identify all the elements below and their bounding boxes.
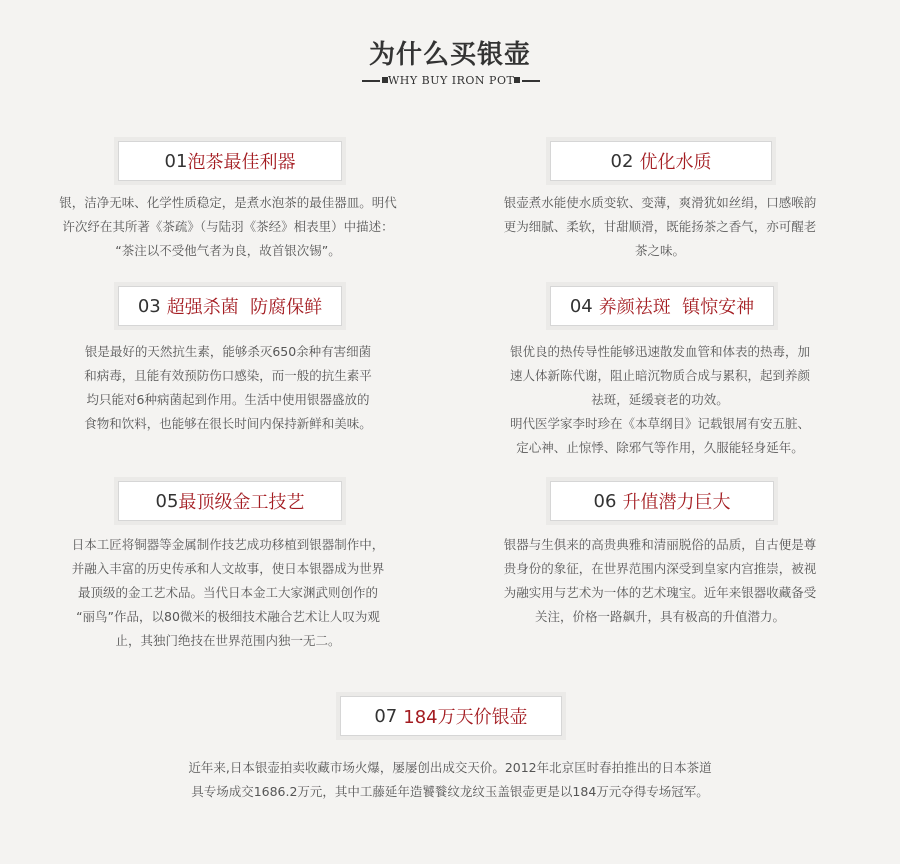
section-body (120, 756, 780, 804)
section-number: 07 (374, 705, 398, 727)
page-title: 为什么买银壶 (368, 40, 531, 70)
section-body (478, 340, 842, 460)
section-heading: 优化水质 (639, 152, 712, 173)
divider-line (362, 80, 380, 82)
section-body (478, 191, 842, 263)
body-line: 和病毒，且能有效预防伤口感染，而一般的抗生素平 (84, 368, 372, 383)
section-number: 04 (569, 295, 593, 317)
body-line: 祛斑，延缓衰老的功效。 (591, 392, 729, 407)
section-number: 05 (155, 490, 179, 512)
section-heading: 泡茶最佳利器 (187, 152, 296, 173)
section-number: 03 (137, 295, 161, 317)
body-line: 贵身份的象征，在世界范围内深受到皇家内宫推崇，被视 (503, 561, 817, 576)
body-line: 银壶煮水能使水质变软、变薄，爽滑犹如丝绢，口感喉韵 (503, 195, 817, 210)
divider-square (514, 77, 520, 83)
body-line: 止，其独门绝技在世界范围内独一无二。 (115, 633, 341, 648)
body-line: 银优良的热传导性能够迅速散发血管和体表的热毒，加 (509, 344, 810, 359)
section-heading-box (118, 481, 342, 521)
section-body (478, 533, 842, 629)
body-line: 定心神、止惊悸、除邪气等作用，久服能轻身延年。 (516, 440, 804, 455)
body-line: 许次纾在其所著《茶疏》（与陆羽《茶经》相表里）中描述： (62, 219, 394, 234)
section-number: 06 (593, 490, 617, 512)
section-body (46, 191, 410, 263)
section-heading: 升值潜力巨大 (622, 492, 731, 513)
section-body (46, 340, 410, 436)
body-line: 更为细腻、柔软，甘甜顺滑，既能扬茶之香气，亦可醒老 (503, 219, 817, 234)
section-heading-box (550, 286, 774, 326)
body-line: 日本工匠将铜器等金属制作技艺成功移植到银器制作中， (71, 537, 385, 552)
section-heading: 最顶级金工技艺 (178, 492, 305, 513)
body-line: 最顶级的金工艺术品。当代日本金工大家渊武则创作的 (77, 585, 378, 600)
section-heading: 养颜祛斑 镇惊安神 (598, 297, 755, 318)
section-heading: 184万天价银壶 (403, 707, 528, 728)
section-number: 02 (610, 150, 634, 172)
body-line: 并融入丰富的历史传承和人文故事，使日本银器成为世界 (71, 561, 385, 576)
body-line: 近年来,日本银壶拍卖收藏市场火爆，屡屡创出成交天价。2012年北京匡时春拍推出的日本茶道 (188, 760, 712, 775)
body-line: 为融实用与艺术为一体的艺术瑰宝。近年来银器收藏备受 (503, 585, 817, 600)
body-line: 银器与生俱来的高贵典雅和清丽脱俗的品质，自古便是尊 (503, 537, 817, 552)
body-line: 茶之味。 (634, 243, 685, 258)
section-heading-box (118, 141, 342, 181)
body-line: 均只能对6种病菌起到作用。生活中使用银器盛放的 (86, 392, 370, 407)
divider-line (522, 80, 540, 82)
body-line: 银是最好的天然抗生素，能够杀灭650余种有害细菌 (84, 344, 372, 359)
section-body (46, 533, 410, 653)
section-number: 01 (164, 150, 188, 172)
body-line: 速人体新陈代谢，阻止暗沉物质合成与累积，起到养颜 (509, 368, 810, 383)
body-line: 食物和饮料，也能够在很长时间内保持新鲜和美味。 (84, 416, 372, 431)
section-heading-box (340, 696, 562, 736)
body-line: 关注，价格一路飙升，具有极高的升值潜力。 (534, 609, 785, 624)
body-line: 明代医学家李时珍在《本草纲目》记载银屑有安五脏、 (509, 416, 810, 431)
section-heading: 超强杀菌 防腐保鲜 (166, 297, 323, 318)
section-heading-box (550, 481, 774, 521)
subtitle-ornament (362, 72, 540, 90)
page-subtitle: WHY BUY IRON POT (388, 74, 515, 87)
body-line: “丽鸟”作品，以80微米的极细技术融合艺术让人叹为观 (76, 609, 380, 624)
body-line: 银，洁净无味、化学性质稳定，是煮水泡茶的最佳器皿。明代 (59, 195, 397, 210)
section-heading-box (550, 141, 772, 181)
section-heading-box (118, 286, 342, 326)
body-line: 具专场成交1686.2万元，其中工藤延年造饕餮纹龙纹玉盖银壶更是以184万元夺得专场冠军。 (191, 784, 709, 799)
body-line: “茶注以不受他气者为良，故首银次锡”。 (115, 243, 341, 258)
